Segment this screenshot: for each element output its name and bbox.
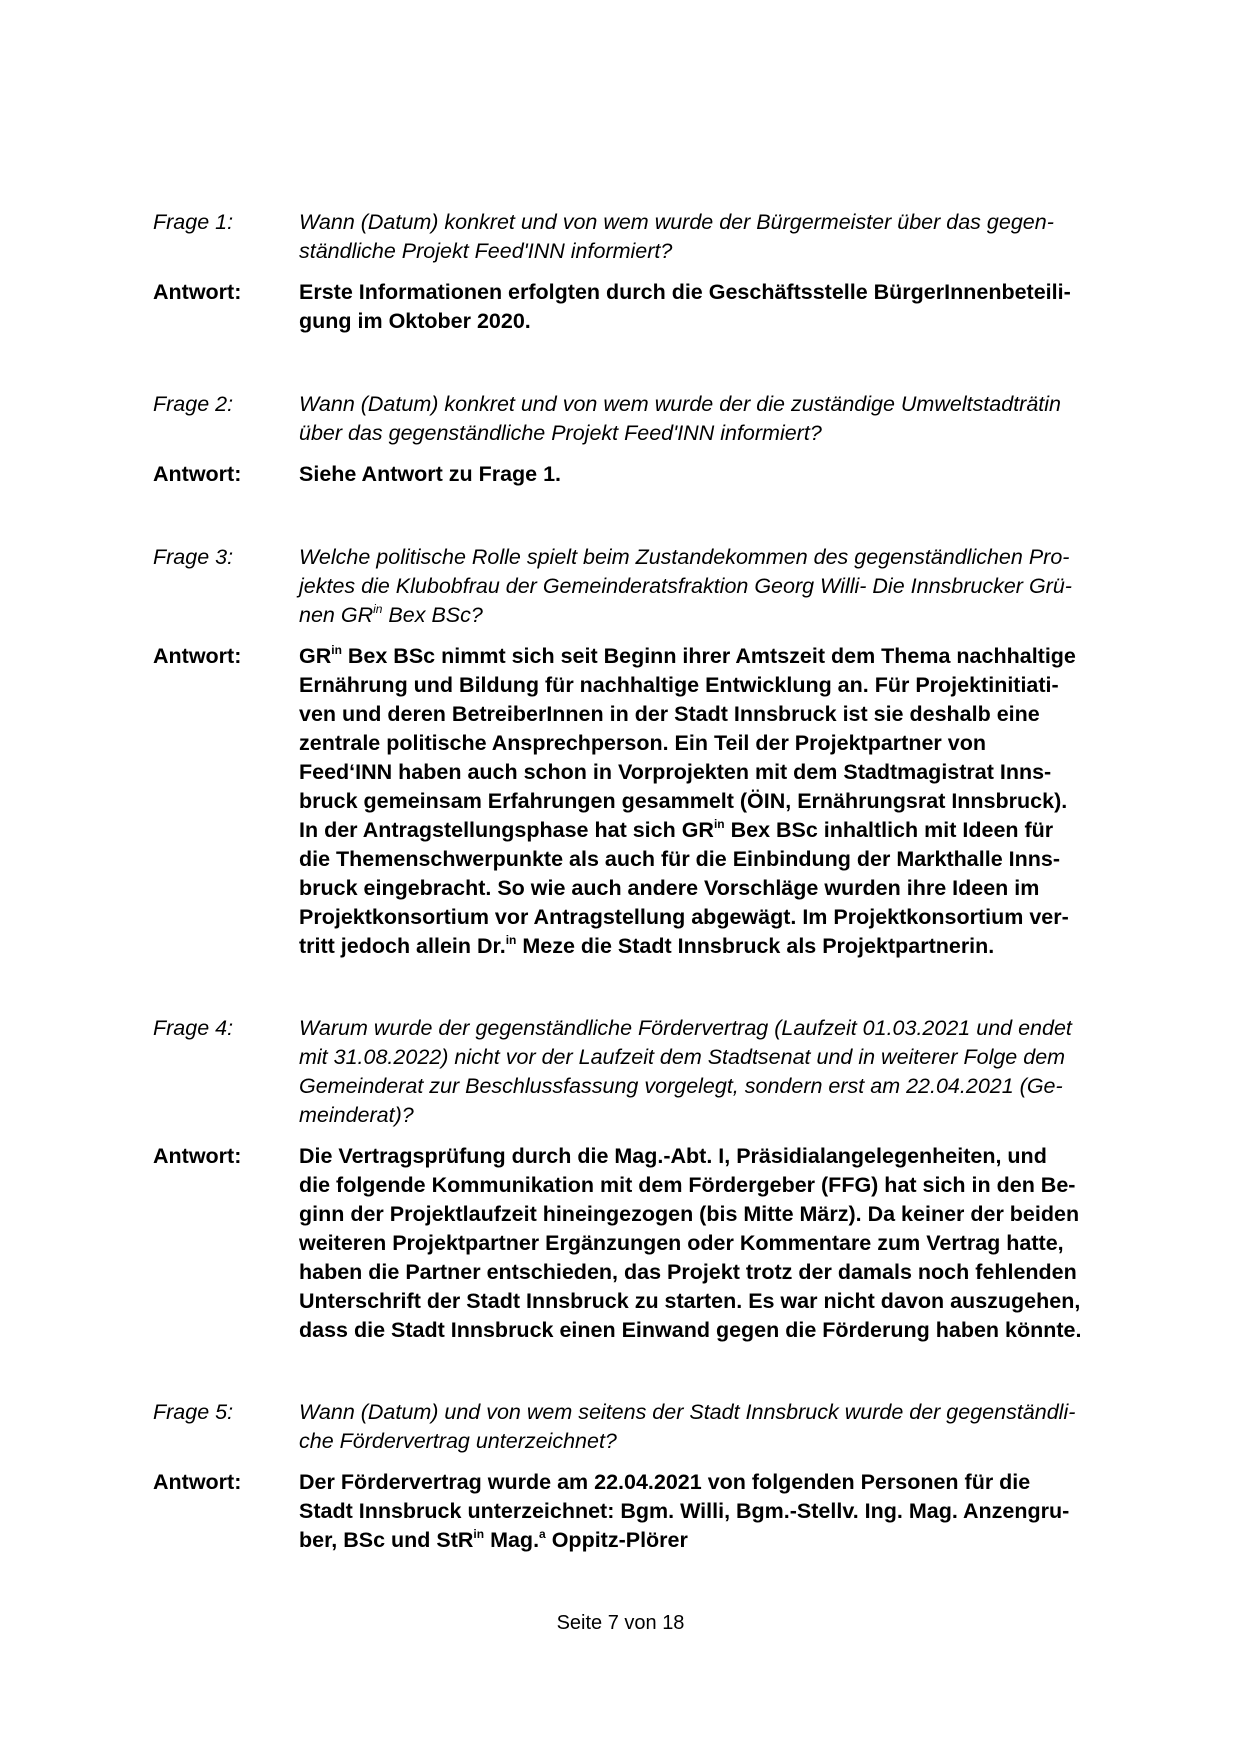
text-line: Projektkonsortium vor Antragstellung abgewägt. Im Projektkonsortium ver- — [299, 905, 1069, 929]
text-line — [299, 642, 1133, 671]
text-segment: Oppitz-Plörer — [545, 1528, 688, 1552]
text-line: mit 31.08.2022) nicht vor der Laufzeit dem Stadtsenat und in weiterer Folge dem — [299, 1045, 1066, 1069]
question-2 — [153, 390, 1133, 448]
text-line: meinderat)? — [299, 1103, 414, 1127]
text-segment: GR — [299, 644, 332, 668]
text-segment: Mag. — [484, 1528, 540, 1552]
text-line: gung im Oktober 2020. — [299, 309, 531, 333]
superscript: in — [505, 933, 517, 947]
text-line: die folgende Kommunikation mit dem Fördergeber (FFG) hat sich in den Be- — [299, 1173, 1076, 1197]
superscript: in — [473, 1527, 485, 1541]
qa-block-5 — [153, 1398, 1133, 1555]
answer-5 — [153, 1468, 1133, 1555]
text-line: ginn der Projektlaufzeit hineingezogen (bis Mitte März). Da keiner der beiden — [299, 1202, 1080, 1226]
question-text — [299, 1014, 1133, 1130]
text-line: Wann (Datum) konkret und von wem wurde der die zuständige Umweltstadträtin — [299, 392, 1062, 416]
text-line: weiteren Projektpartner Ergänzungen oder Kommentare zum Vertrag hatte, — [299, 1231, 1064, 1255]
text-segment: tritt jedoch allein Dr. — [299, 934, 506, 958]
answer-4 — [153, 1142, 1133, 1345]
question-label: Frage 5: — [153, 1400, 234, 1424]
superscript: in — [373, 602, 383, 616]
text-line: Wann (Datum) und von wem seitens der Stadt Innsbruck wurde der gegenständli- — [299, 1400, 1076, 1424]
question-4 — [153, 1014, 1133, 1130]
qa-block-4 — [153, 1014, 1133, 1345]
text-segment: Meze die Stadt Innsbruck als Projektpartnerin. — [516, 934, 995, 958]
text-segment: nen GR — [299, 603, 374, 627]
text-line: bruck gemeinsam Erfahrungen gesammelt (ÖIN, Ernährungsrat Innsbruck). — [299, 789, 1068, 813]
text-line: Ernährung und Bildung für nachhaltige Entwicklung an. Für Projektinitiati- — [299, 673, 1059, 697]
qa-block-3 — [153, 543, 1133, 961]
question-text — [299, 543, 1133, 630]
text-line — [299, 816, 1133, 845]
text-line: Siehe Antwort zu Frage 1. — [299, 462, 562, 486]
answer-label: Antwort: — [153, 644, 242, 668]
question-label: Frage 2: — [153, 392, 234, 416]
text-line: Erste Informationen erfolgten durch die Geschäftsstelle BürgerInnenbeteili- — [299, 280, 1071, 304]
text-segment: Bex BSc? — [382, 603, 483, 627]
answer-label: Antwort: — [153, 462, 242, 486]
answer-label: Antwort: — [153, 280, 242, 304]
answer-text — [299, 460, 1133, 489]
question-label: Frage 1: — [153, 210, 234, 234]
text-line — [299, 1526, 1133, 1555]
question-5 — [153, 1398, 1133, 1456]
text-segment: ber, BSc und StR — [299, 1528, 474, 1552]
page-number-footer: Seite 7 von 18 — [556, 1612, 685, 1634]
text-line: Die Vertragsprüfung durch die Mag.-Abt. I, Präsidialangelegenheiten, und — [299, 1144, 1047, 1168]
text-segment: Bex BSc nimmt sich seit Beginn ihrer Amtszeit dem Thema nachhaltige — [341, 644, 1076, 668]
text-line: ständliche Projekt Feed'INN informiert? — [299, 239, 673, 263]
superscript: in — [331, 643, 342, 657]
text-segment: In der Antragstellungsphase hat sich GR — [299, 818, 714, 842]
text-line: che Fördervertrag unterzeichnet? — [299, 1429, 617, 1453]
text-line: Stadt Innsbruck unterzeichnet: Bgm. Willi, Bgm.-Stellv. Ing. Mag. Anzengru- — [299, 1499, 1070, 1523]
text-line: Welche politische Rolle spielt beim Zustandekommen des gegenständlichen Pro- — [299, 545, 1070, 569]
qa-block-2 — [153, 390, 1133, 489]
answer-1 — [153, 278, 1133, 336]
text-line — [299, 601, 1133, 630]
question-label: Frage 4: — [153, 1016, 234, 1040]
text-line: bruck eingebracht. So wie auch andere Vorschläge wurden ihre Ideen im — [299, 876, 1040, 900]
answer-label: Antwort: — [153, 1470, 242, 1494]
text-line: ven und deren BetreiberInnen in der Stadt Innsbruck ist sie deshalb eine — [299, 702, 1040, 726]
superscript: in — [713, 817, 725, 831]
question-3 — [153, 543, 1133, 630]
question-label: Frage 3: — [153, 545, 234, 569]
text-line: Warum wurde der gegenständliche Fördervertrag (Laufzeit 01.03.2021 und endet — [299, 1016, 1072, 1040]
text-line: haben die Partner entschieden, das Projekt trotz der damals noch fehlenden — [299, 1260, 1077, 1284]
answer-3 — [153, 642, 1133, 961]
text-line: jektes die Klubobfrau der Gemeinderatsfraktion Georg Willi- Die Innsbrucker Grü- — [299, 574, 1072, 598]
text-line: Wann (Datum) konkret und von wem wurde der Bürgermeister über das gegen- — [299, 210, 1054, 234]
text-line: über das gegenständliche Projekt Feed'INN informiert? — [299, 421, 822, 445]
question-text — [299, 208, 1133, 266]
text-segment: Bex BSc inhaltlich mit Ideen für — [724, 818, 1054, 842]
question-text — [299, 390, 1133, 448]
text-line: Gemeinderat zur Beschlussfassung vorgelegt, sondern erst am 22.04.2021 (Ge- — [299, 1074, 1063, 1098]
answer-text — [299, 1142, 1133, 1345]
text-line: die Themenschwerpunkte als auch für die Einbindung der Markthalle Inns- — [299, 847, 1060, 871]
text-line: Unterschrift der Stadt Innsbruck zu starten. Es war nicht davon auszugehen, — [299, 1289, 1081, 1313]
text-line: zentrale politische Ansprechperson. Ein Teil der Projektpartner von — [299, 731, 986, 755]
qa-block-1 — [153, 208, 1133, 336]
superscript: a — [539, 1527, 546, 1541]
answer-text — [299, 642, 1133, 961]
answer-text — [299, 278, 1133, 336]
answer-text — [299, 1468, 1133, 1555]
answer-2 — [153, 460, 1133, 489]
question-text — [299, 1398, 1133, 1456]
text-line — [299, 932, 1133, 961]
answer-label: Antwort: — [153, 1144, 242, 1168]
text-line: dass die Stadt Innsbruck einen Einwand gegen die Förderung haben könnte. — [299, 1318, 1082, 1342]
text-line: Feed‘INN haben auch schon in Vorprojekten mit dem Stadtmagistrat Inns- — [299, 760, 1052, 784]
text-line: Der Fördervertrag wurde am 22.04.2021 von folgenden Personen für die — [299, 1470, 1031, 1494]
question-1 — [153, 208, 1133, 266]
